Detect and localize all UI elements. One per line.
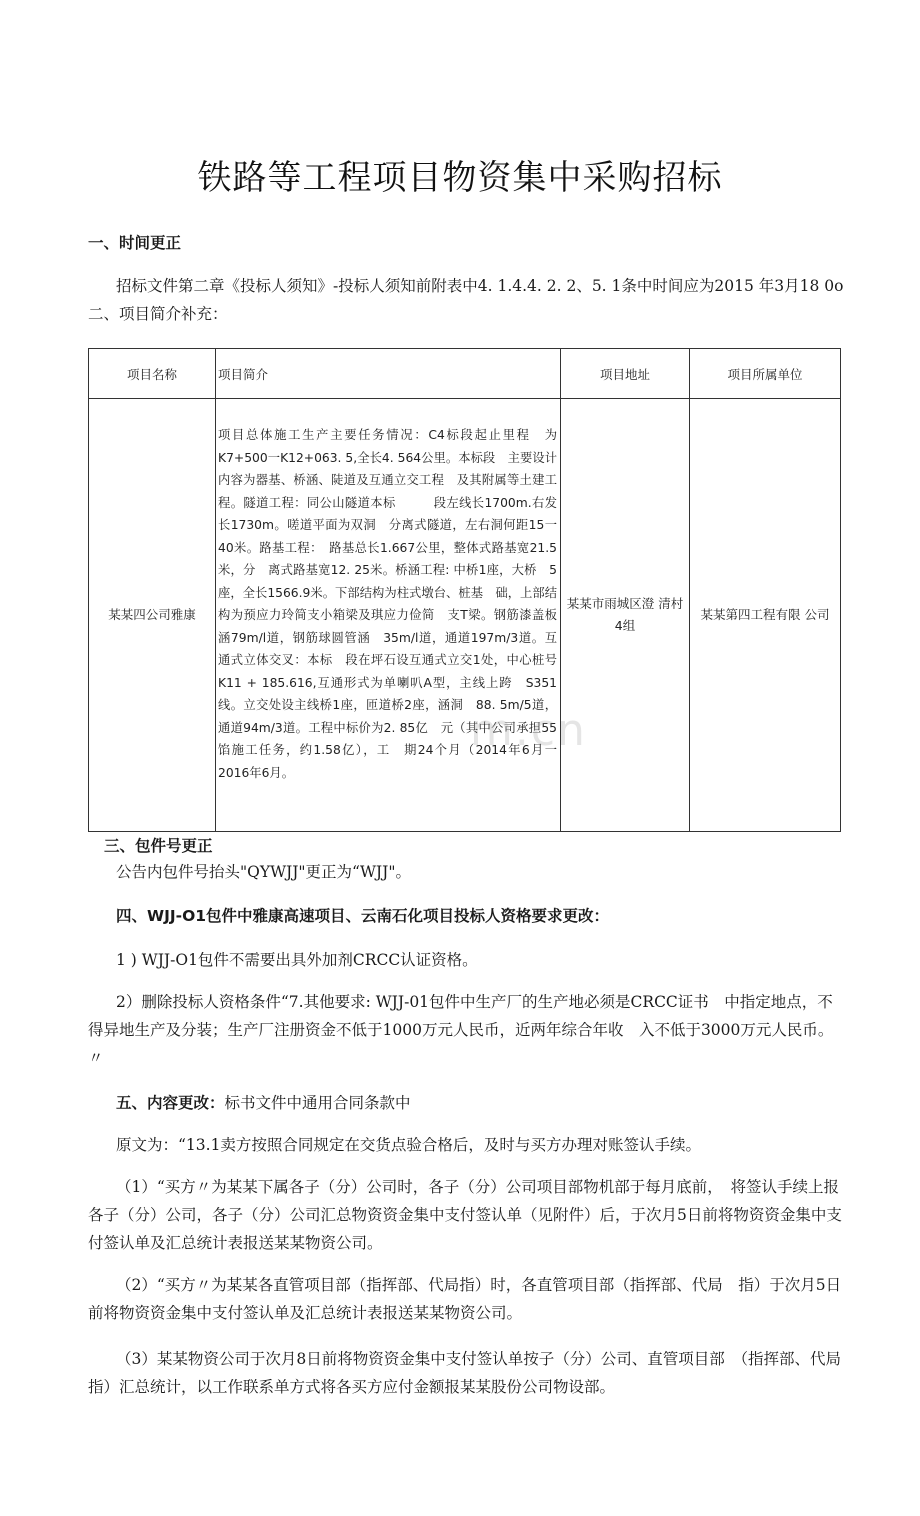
- table-row: [89, 399, 841, 832]
- section-content-change: [88, 1089, 848, 1117]
- cell-project-address: 某某市雨城区澄 清村4组: [561, 399, 690, 832]
- cell-project-unit: 某某第四工程有限 公司: [690, 399, 841, 832]
- content-change-item-3: （3）某某物资公司于次月8日前将物资资金集中支付签认单按子（分）公司、直管项目部 （指挥部、代局指）汇总统计，以工作联系单方式将各买方应付金额报某某股份公司物设部。: [88, 1350, 841, 1396]
- table-header-row: [89, 349, 841, 399]
- document-title: 铁路等工程项目物资集中采购招标: [197, 158, 723, 198]
- header-project-unit: 项目所属单位: [690, 349, 841, 399]
- content-change-item-2: （2）“买方〃为某某各直管项目部（指挥部、代局指）时，各直管项目部（指挥部、代局 指）于次月5日前将物资资金集中支付签认单及汇总统计表报送某某物资公司。: [88, 1276, 842, 1322]
- section-time-correction-text: 招标文件第二章《投标人须知》-投标人须知前附表中4. 1.4.4. 2. 2、5. 1条中时间应为2015 年3月18 0o二、项目简介补充：: [88, 277, 844, 323]
- header-project-name: 项目名称: [89, 349, 216, 399]
- header-project-description: 项目简介: [216, 349, 561, 399]
- section-content-change-rest: 标书文件中通用合同条款中: [224, 1094, 411, 1112]
- cell-project-name: 某某四公司雅康: [89, 399, 216, 832]
- qualification-item-2: 2）删除投标人资格条件“7.其他要求: WJJ-01包件中生产厂的生产地必须是CRCC证书 中指定地点，不得异地生产及分装；生产厂注册资金不低于1000万元人民币，近两年综合年收 入不低于3000万元人民币。〃: [88, 993, 834, 1067]
- header-project-address: 项目地址: [561, 349, 690, 399]
- content-change-item-1: （1）“买方〃为某某下属各子（分）公司时，各子（分）公司项目部物机部于每月底前， 将签认手续上报各子（分）公司，各子（分）公司汇总物资资金集中支付签认单（见附件）后，于次月5日前将物资资金集中支付签认单及汇总统计表报送某某物资公司。: [88, 1178, 842, 1252]
- section-heading-qualification-change: 四、WJJ-O1包件中雅康高速项目、云南石化项目投标人资格要求更改：: [116, 907, 610, 925]
- section-heading-package-correction: 三、包件号更正: [104, 837, 213, 855]
- section-package-correction-text: 公告内包件号抬头"QYWJJ"更正为“WJJ"。: [116, 863, 411, 881]
- original-text: 原文为：“13.1卖方按照合同规定在交货点验合格后，及时与买方办理对账签认手续。: [116, 1136, 701, 1154]
- section-heading-time-correction: 一、时间更正: [88, 234, 182, 252]
- project-info-table: [88, 348, 841, 832]
- qualification-item-1: 1 ) WJJ-O1包件不需要出具外加剂CRCC认证资格。: [116, 951, 478, 969]
- watermark-text: m.cn: [470, 705, 587, 756]
- section-heading-content-change: 五、内容更改：: [116, 1094, 225, 1112]
- cell-project-description: 项目总体施工生产主要任务情况：C4标段起止里程 为K7+500一K12+063. 5,全长4. 564公里。本标段 主要设计内容为器基、桥涵、陡道及互通立交工程 及其附属等土建工程。隧道工程：同公山隧道本标 段左线长1700m.右发长1730m。嗟道平面为双洞 分离式隧道，左右洞何距15一40米。路基工程： 路基总长1.667公里，整体式路基宽21.5米，分 离式路基宽12. 25米。桥涵工程: 中桥1座，大桥 5座，全长1566.9米。下部结构为柱式墩台、桩基 础，上部结构为预应力玲简支小箱梁及琪应力俭简 支T梁。钢筋漆盖板涵79m/l道，钢筋球圆管涵 35m/l道，通道197m/3道。互通式立体交叉：本标 段在坪石设互通式立交1处，中心桩号K11 + 185.616,互通形式为单喇叭A型，主线上跨 S351线。立交处设主线桥1座，匝道桥2座，涵洞 88. 5m/5道，通道94m/3道。工程中标价为2. 85亿 元（其中公司承担55馅施工任务，约1.58亿），工 期24个月（2014年6月一2016年6月。: [216, 399, 561, 832]
